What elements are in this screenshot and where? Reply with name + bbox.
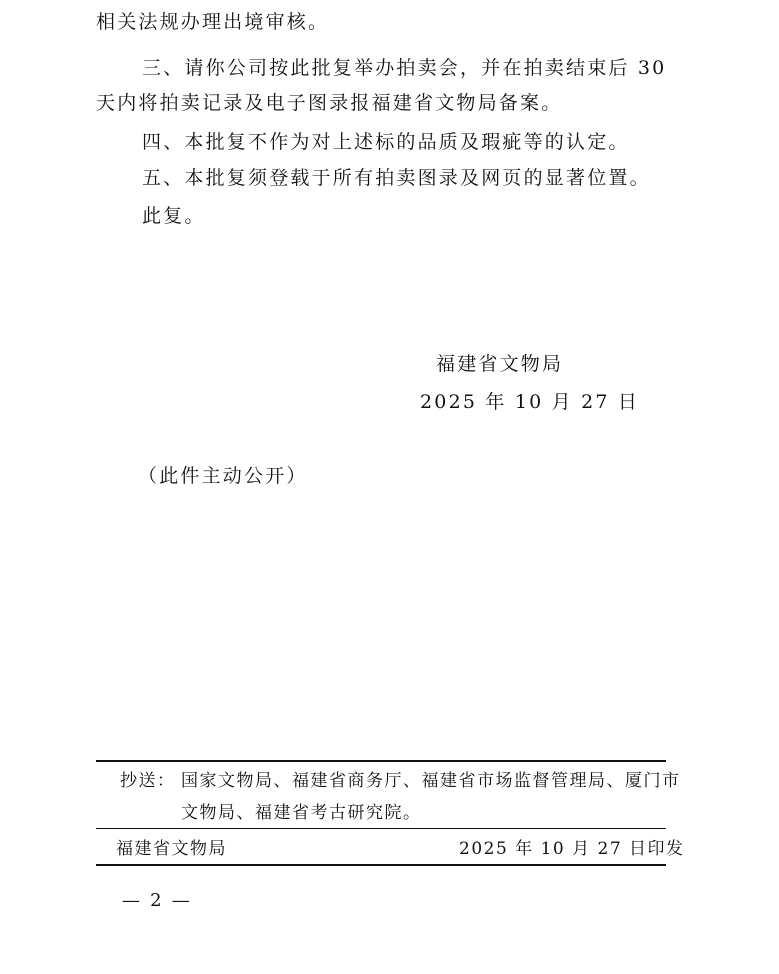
print-date: 2025 年 10 月 27 日印发 — [459, 839, 685, 859]
cc-recipients-line-2: 文物局、福建省考古研究院。 — [181, 803, 422, 823]
printer-name: 福建省文物局 — [116, 839, 227, 859]
body-line-continuation: 相关法规办理出境审核。 — [96, 11, 330, 33]
item-three-line-1: 三、请你公司按此批复举办拍卖会，并在拍卖结束后 30 — [142, 57, 667, 79]
footer-bottom-rule — [96, 864, 666, 866]
disclosure-note: （此件主动公开） — [138, 465, 308, 487]
cc-recipients-line-1: 国家文物局、福建省商务厅、福建省市场监督管理局、厦门市 — [181, 771, 681, 791]
item-four: 四、本批复不作为对上述标的品质及瑕疵等的认定。 — [142, 131, 630, 153]
closing-phrase: 此复。 — [142, 205, 206, 227]
footer-middle-rule — [96, 828, 666, 829]
item-three-line-2: 天内将拍卖记录及电子图录报福建省文物局备案。 — [96, 92, 563, 114]
cc-label: 抄送： — [120, 771, 176, 791]
page-number: — 2 — — [122, 890, 192, 911]
signature-issuer: 福建省文物局 — [436, 353, 564, 375]
signature-date: 2025 年 10 月 27 日 — [420, 391, 640, 413]
footer-top-rule — [96, 760, 666, 762]
item-five: 五、本批复须登载于所有拍卖图录及网页的显著位置。 — [142, 167, 651, 189]
